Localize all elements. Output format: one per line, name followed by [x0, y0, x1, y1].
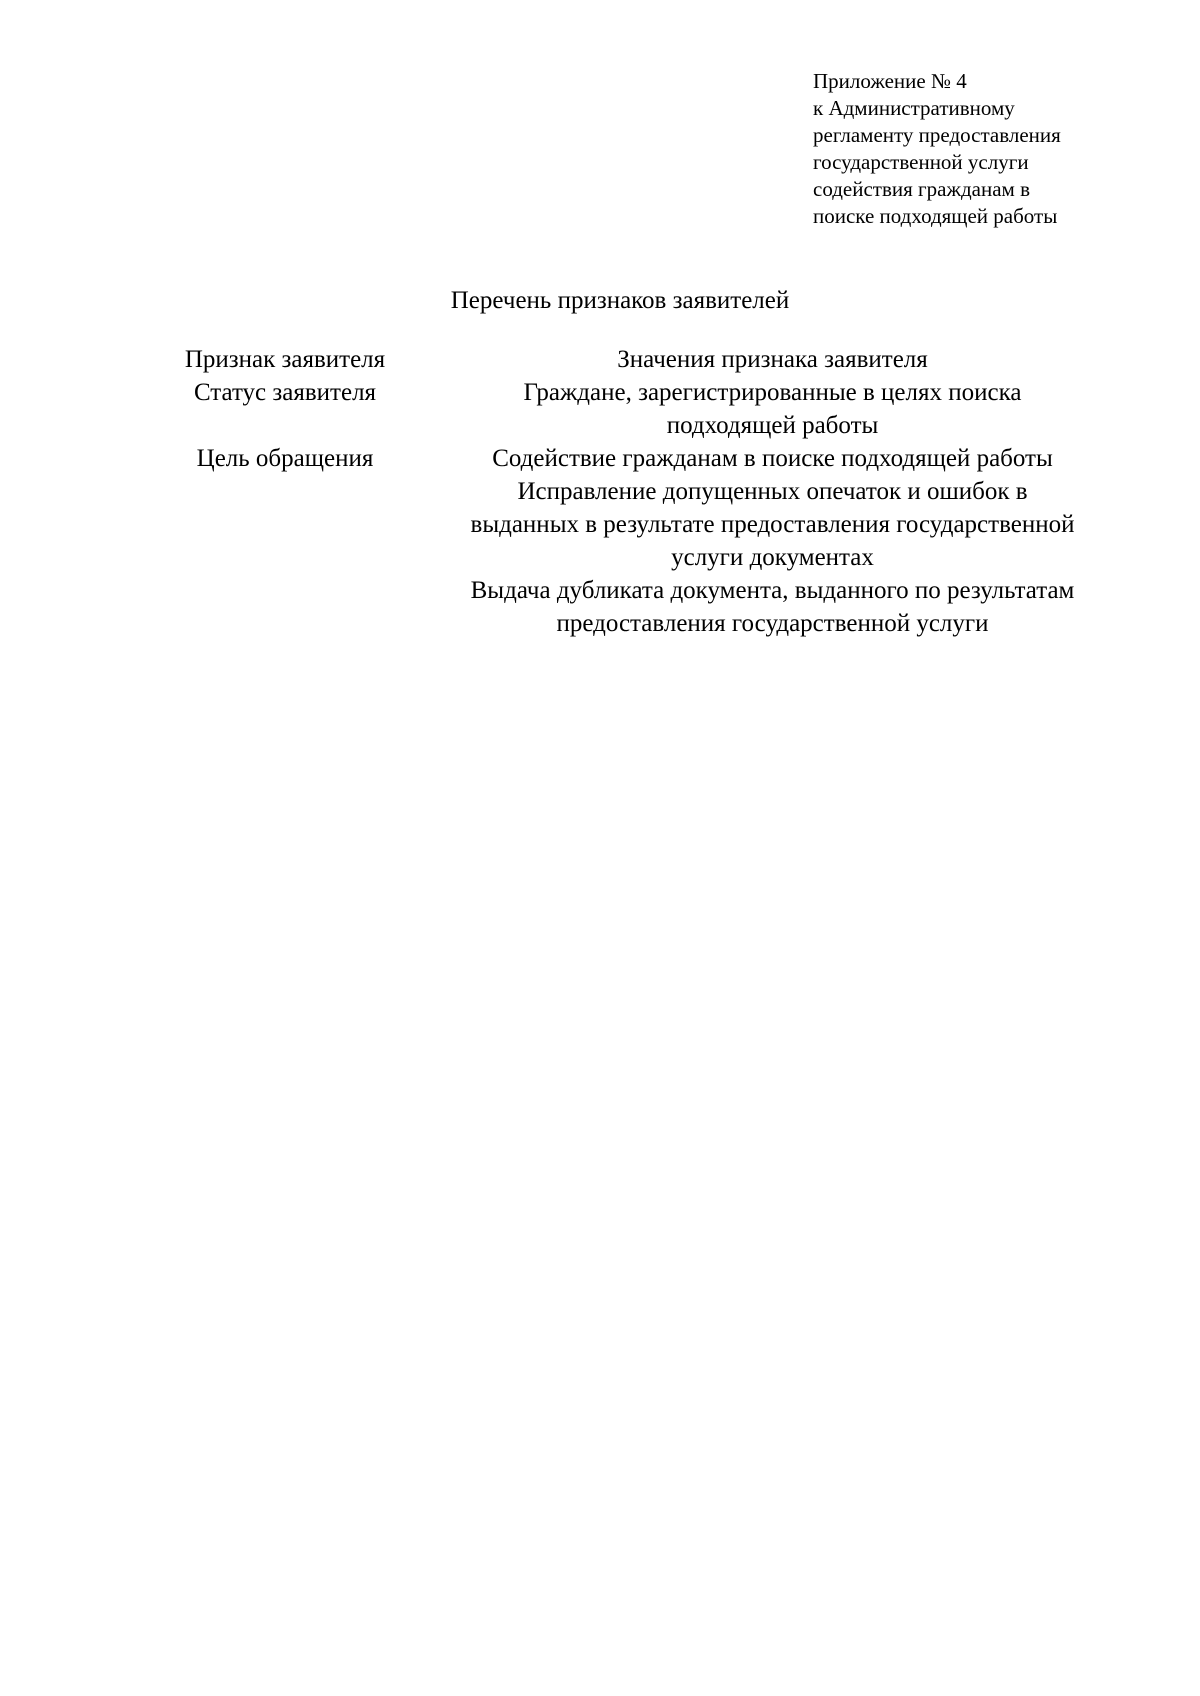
header-attribute: Признак заявителя — [184, 346, 386, 373]
table-row-status — [0, 376, 1200, 442]
row-value-line: Граждане, зарегистрированные в целях поиска — [523, 379, 1022, 406]
applicant-attributes-table — [0, 343, 1200, 640]
appendix-line: регламенту предоставления — [813, 123, 1061, 147]
appendix-line: содействия гражданам в — [813, 177, 1030, 201]
row-values — [420, 376, 1125, 442]
row-value-line: Исправление допущенных опечаток и ошибок в — [517, 478, 1028, 505]
row-attribute: Статус заявителя — [193, 379, 377, 406]
row-value-line: услуги документах — [671, 544, 874, 571]
appendix-line: к Административному — [813, 96, 1015, 120]
row-attribute: Цель обращения — [196, 445, 374, 472]
table-row-purpose — [0, 442, 1200, 640]
table-header-row — [0, 343, 1200, 376]
appendix-line: государственной услуги — [813, 150, 1029, 174]
row-value-line: предоставления государственной услуги — [556, 610, 989, 637]
row-value-line: выданных в результате предоставления государственной — [470, 511, 1075, 538]
row-value-line: подходящей работы — [666, 412, 879, 439]
appendix-line: Приложение № 4 — [813, 69, 967, 93]
row-value-line: Выдача дубликата документа, выданного по результатам — [470, 577, 1075, 604]
header-values: Значения признака заявителя — [617, 346, 928, 373]
document-title: Перечень признаков заявителей — [450, 287, 790, 314]
row-values — [420, 442, 1125, 640]
appendix-line: поиске подходящей работы — [813, 204, 1058, 228]
row-value-line: Содействие гражданам в поиске подходящей работы — [492, 445, 1053, 472]
appendix-note — [813, 68, 1153, 230]
